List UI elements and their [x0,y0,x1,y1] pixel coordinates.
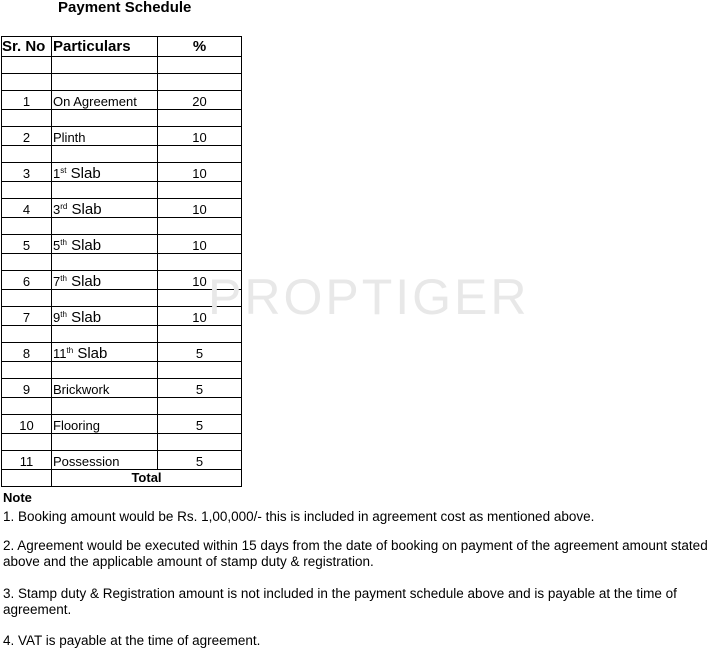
note-item: 3. Stamp duty & Registration amount is not included in the payment schedule above and is payable at the time of agreement. [3,586,677,617]
spacer-row [2,362,242,379]
payment-schedule-table [1,36,242,487]
row-particulars: 1st Slab [52,163,158,182]
spacer-row [2,57,242,74]
row-sr: 2 [2,127,52,146]
table-row [2,91,242,110]
table-header-row [2,37,242,57]
row-percent: 5 [158,451,242,470]
row-sr: 7 [2,307,52,326]
row-sr: 4 [2,199,52,218]
total-label: Total [52,470,242,487]
spacer-row [2,434,242,451]
spacer-row [2,182,242,199]
table-row [2,379,242,398]
row-particulars: 3rd Slab [52,199,158,218]
table-row [2,307,242,326]
spacer-row [2,218,242,235]
spacer-row [2,254,242,271]
watermark: PROPTIGER [208,269,530,325]
row-percent: 5 [158,343,242,362]
row-particulars: On Agreement [52,91,158,110]
spacer-row [2,74,242,91]
row-particulars: Possession [52,451,158,470]
row-particulars: Brickwork [52,379,158,398]
row-particulars: 9th Slab [52,307,158,326]
row-particulars: 7th Slab [52,271,158,290]
row-percent: 10 [158,163,242,182]
spacer-row [2,146,242,163]
table-row [2,343,242,362]
row-particulars: Flooring [52,415,158,434]
row-percent: 10 [158,235,242,254]
row-sr: 3 [2,163,52,182]
row-particulars: 11th Slab [52,343,158,362]
header-particulars: Particulars [52,37,158,57]
row-percent: 5 [158,379,242,398]
note-heading: Note [3,490,32,505]
note-item: 2. Agreement would be executed within 15 days from the date of booking on payment of the agreement amount stated above and the applicable amount of stamp duty & registration. [3,538,708,569]
row-sr: 5 [2,235,52,254]
spacer-row [2,110,242,127]
row-sr: 11 [2,451,52,470]
row-percent: 10 [158,307,242,326]
table-row [2,199,242,218]
table-row [2,415,242,434]
row-percent: 5 [158,415,242,434]
row-sr: 9 [2,379,52,398]
row-percent: 10 [158,199,242,218]
total-empty-cell [2,470,52,487]
table-row [2,163,242,182]
spacer-row [2,326,242,343]
note-item: 1. Booking amount would be Rs. 1,00,000/- this is included in agreement cost as mentioned above. [3,509,595,524]
table-row [2,127,242,146]
total-row [2,470,242,487]
row-sr: 1 [2,91,52,110]
spacer-row [2,290,242,307]
table-row [2,451,242,470]
row-sr: 6 [2,271,52,290]
page-title: Payment Schedule [58,0,192,16]
row-percent: 10 [158,127,242,146]
note-item: 4. VAT is payable at the time of agreement. [3,633,261,648]
row-percent: 20 [158,91,242,110]
table-row [2,271,242,290]
row-particulars: Plinth [52,127,158,146]
header-sr-no: Sr. No [2,37,52,57]
row-sr: 10 [2,415,52,434]
row-particulars: 5th Slab [52,235,158,254]
row-sr: 8 [2,343,52,362]
spacer-row [2,398,242,415]
row-percent: 10 [158,271,242,290]
header-percent: % [158,37,242,57]
table-row [2,235,242,254]
